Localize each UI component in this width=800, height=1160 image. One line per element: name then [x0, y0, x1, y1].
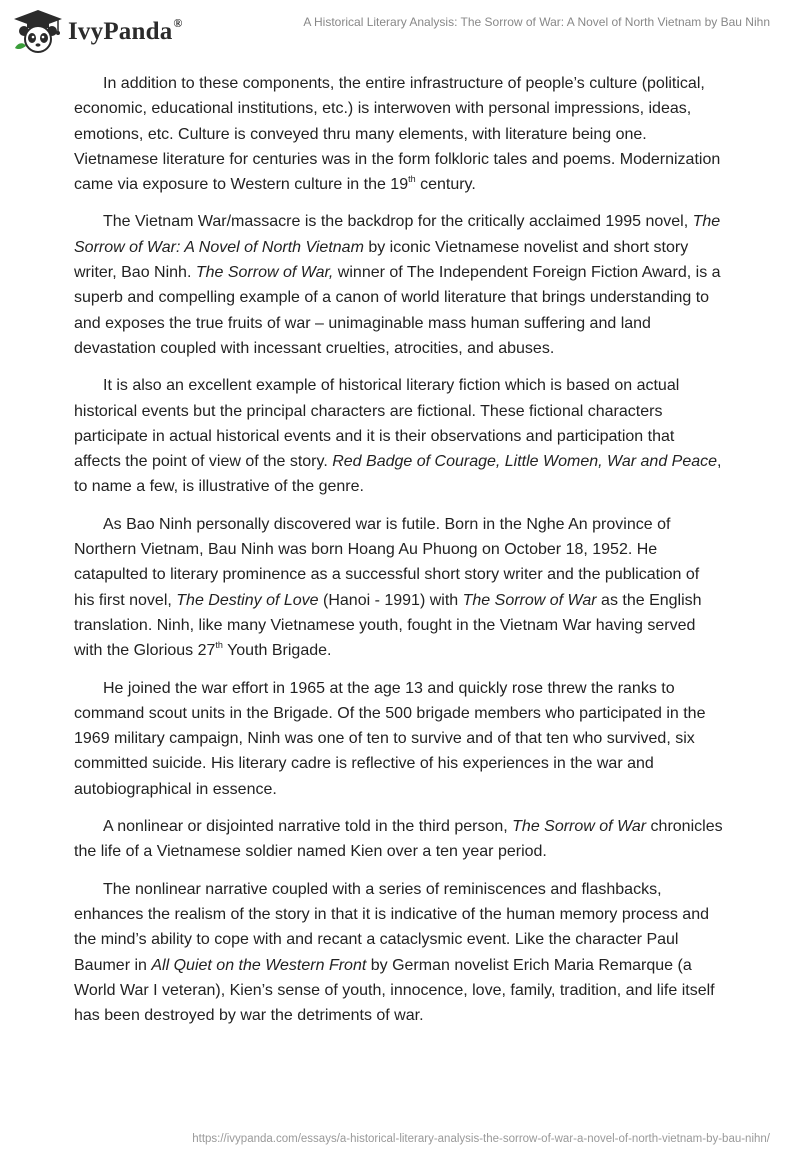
document-title: A Historical Literary Analysis: The Sorrow of War: A Novel of North Vietnam by Bau Nihn: [303, 15, 770, 29]
paragraph-7: The nonlinear narrative coupled with a series of reminiscences and flashbacks, enhances the realism of the story in that it is indicative of the human memory process and the mind’s ability to cope with and recant a cataclysmic event. Like the character Paul Baumer in All Quiet on the Western Front by German novelist Erich Maria Remarque (a World War I veteran), Kien’s sense of youth, innocence, love, family, tradition, and life itself has been destroyed by war the detriments of war.: [74, 880, 715, 1025]
paragraph-3: It is also an excellent example of historical literary fiction which is based on actual historical events but the principal characters are fictional. These fictional characters participate in actual historical events and it is their observations and participation that affects the point of view of the story. Red Badge of Courage, Little Women, War and Peace, to name a few, is illustrative of the genre.: [74, 377, 722, 496]
panda-graduate-icon: [12, 8, 64, 54]
paragraph-5: He joined the war effort in 1965 at the age 13 and quickly rose threw the ranks to command scout units in the Brigade. Of the 500 brigade members who participated in the 1969 military campaign, Ninh was one of ten to survive and of that ten who survived, six committed suicide. His literary cadre is reflective of his experiences in the war and autobiographical in essence.: [74, 679, 706, 798]
brand-name: IvyPanda®: [68, 16, 183, 45]
paragraph-2: The Vietnam War/massacre is the backdrop for the critically acclaimed 1995 novel, The Sorrow of War: A Novel of North Vietnam by iconic Vietnamese novelist and short story writer, Bao Ninh. The Sorrow of War, winner of The Independent Foreign Fiction Award, is a superb and compelling example of a canon of world literature that brings understanding to and exposes the true fruits of war – unimaginable mass human suffering and land devastation coupled with incessant cruelties, atrocities, and abuses.: [74, 213, 721, 357]
book-title: All Quiet on the Western Front: [151, 956, 367, 974]
paragraph-6: A nonlinear or disjointed narrative told in the third person, The Sorrow of War chronicles the life of a Vietnamese soldier named Kien over a ten year period.: [74, 818, 723, 861]
book-title: The Sorrow of War: [462, 591, 597, 609]
book-title: The Sorrow of War: A Novel of North Vietnam: [74, 213, 721, 256]
paragraph-4: As Bao Ninh personally discovered war is futile. Born in the Nghe An province of Northern Vietnam, Bau Ninh was born Hoang Au Phuong on October 18, 1952. He catapulted to literary prominence as a successful short story writer and the publication of his first novel, The Destiny of Love (Hanoi - 1991) with The Sorrow of War as the English translation. Ninh, like many Vietnamese youth, fought in the Vietnam War having served with the Glorious 27th Youth Brigade.: [74, 515, 702, 660]
source-url[interactable]: https://ivypanda.com/essays/a-historical-literary-analysis-the-sorrow-of-war-a-novel-of-north-vietnam-by-bau-nihn/: [192, 1133, 770, 1145]
book-title: The Sorrow of War: [512, 818, 647, 836]
paragraph-1: In addition to these components, the entire infrastructure of people’s culture (political, economic, educational institutions, etc.) is interwoven with personal impressions, ideas, emotions, etc. Culture is conveyed thru many elements, with literature being one. Vietnamese literature for centuries was in the form folkloric tales and poems. Modernization came via exposure to Western culture in the 19th century.: [74, 75, 721, 194]
book-titles: Red Badge of Courage, Little Women, War and Peace: [332, 453, 718, 471]
brand-logo[interactable]: [12, 8, 183, 54]
book-title: The Sorrow of War,: [195, 264, 334, 282]
book-title: The Destiny of Love: [176, 591, 319, 609]
essay-body: [74, 71, 724, 1040]
